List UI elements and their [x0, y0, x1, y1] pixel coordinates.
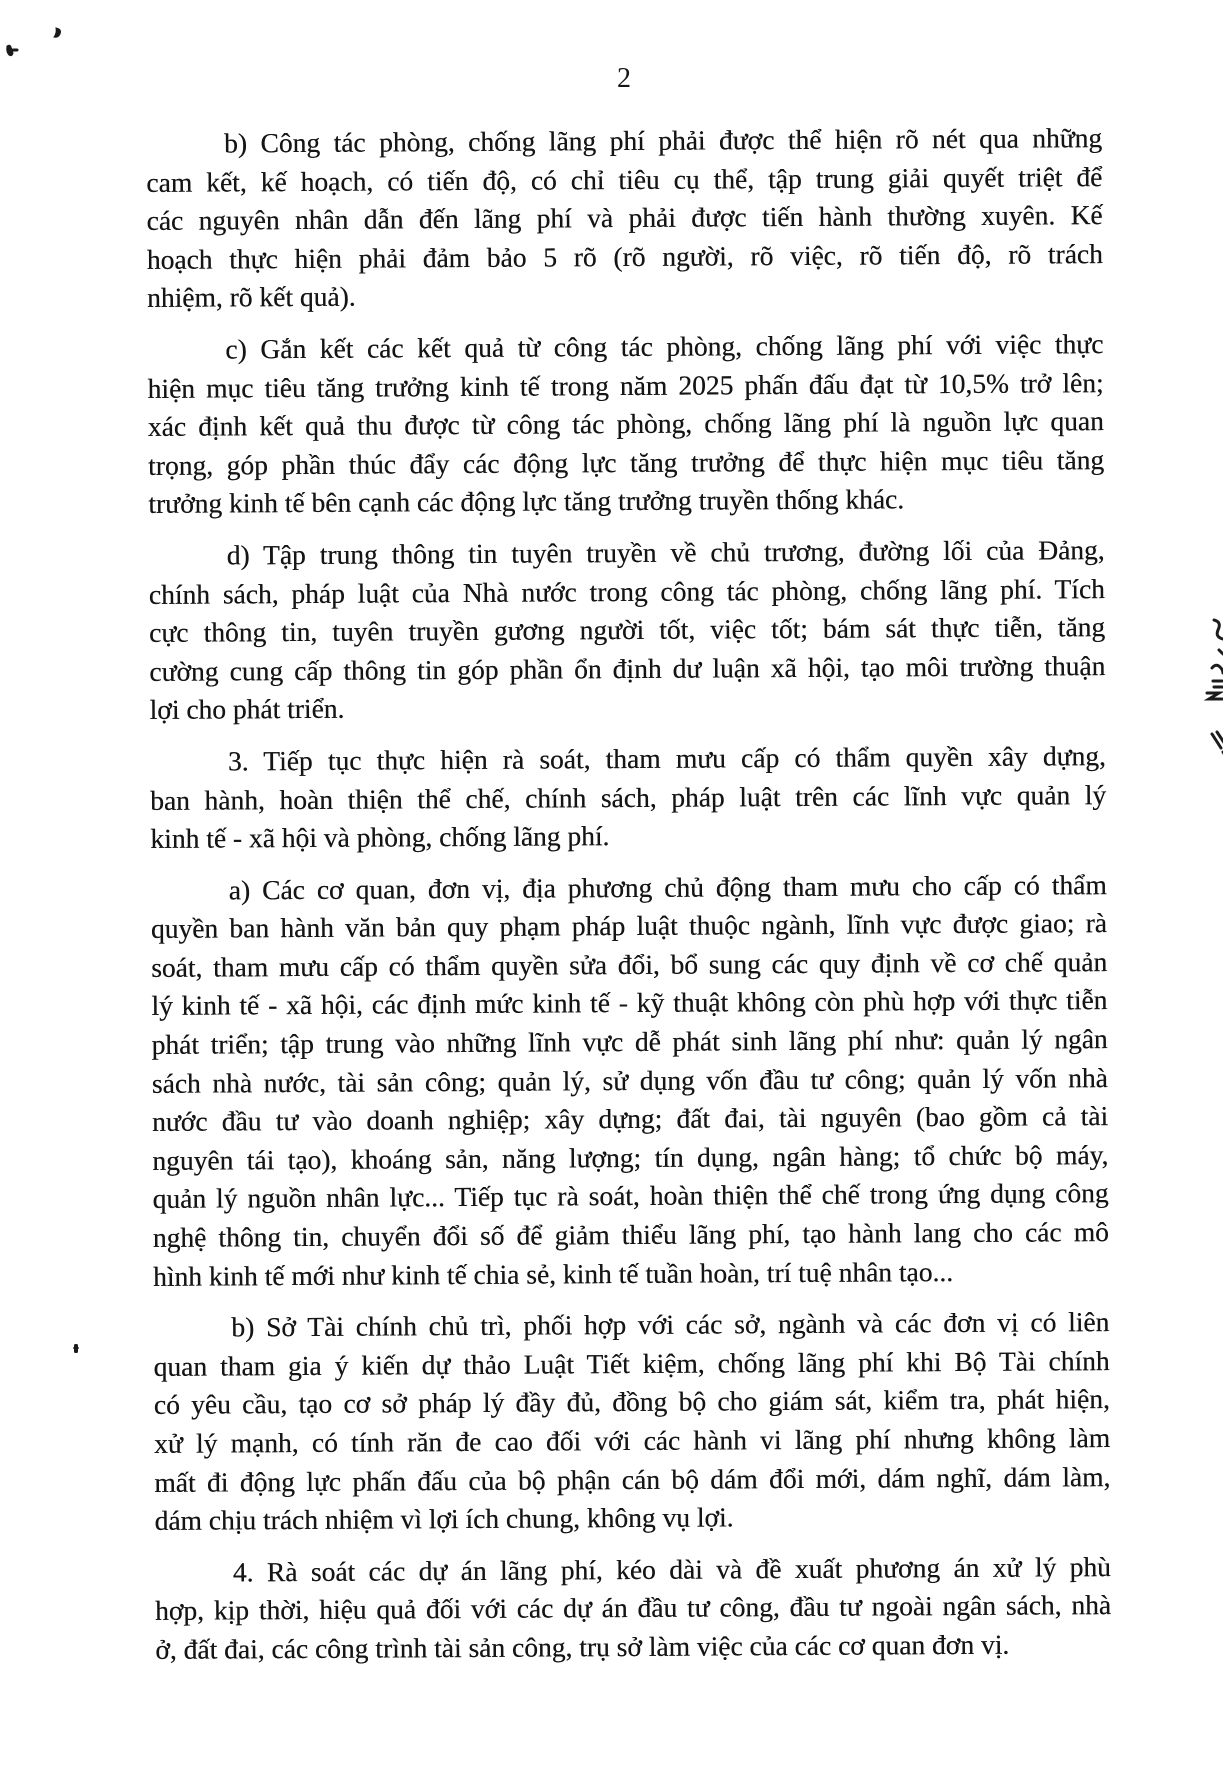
text-line: phát triển; tập trung vào những lĩnh vực dễ phát sinh lãng phí như: quản lý ngân — [151, 1023, 1108, 1060]
text-line: d) Tập trung thông tin tuyên truyền về chủ trương, đường lối của Đảng, — [226, 534, 1105, 571]
text-line: cam kết, kế hoạch, có tiến độ, có chỉ tiêu cụ thể, tập trung giải quyết triệt để — [146, 160, 1103, 198]
paragraph-a — [151, 866, 1110, 1296]
text-line: cực thông tin, tuyên truyền gương người tốt, việc tốt; bám sát thực tiễn, tăng — [149, 611, 1106, 649]
text-line: c) Gắn kết các kết quả từ công tác phòng, chống lãng phí với việc thực — [225, 328, 1104, 365]
text-line: soát, tham mưu cấp có thẩm quyền sửa đổi, bổ sung các quy định về cơ chế quản — [151, 945, 1108, 983]
text-line: ban hành, hoàn thiện thể chế, chính sách, pháp luật trên các lĩnh vực quản lý — [150, 778, 1107, 816]
paragraph-c — [147, 325, 1104, 524]
text-line: trọng, góp phần thúc đẩy các động lực tăng trưởng để thực hiện mục tiêu tăng — [147, 443, 1105, 481]
text-line: trưởng kinh tế bên cạnh các động lực tăng trưởng truyền thống khác. — [148, 483, 905, 520]
text-line: b) Công tác phòng, chống lãng phí phải được thể hiện rõ nét qua những — [224, 122, 1103, 159]
text-line: a) Các cơ quan, đơn vị, địa phương chủ động tham mưu cho cấp có thẩm — [228, 868, 1107, 906]
text-line: hợp, kịp thời, hiệu quả đối với các dự án đầu tư công, đầu tư ngoài ngân sách, nhà — [154, 1589, 1112, 1627]
text-line: hiện mục tiêu tăng trưởng kinh tế trong năm 2025 phấn đấu đạt từ 10,5% trở lên; — [147, 366, 1104, 404]
paragraph-b — [146, 119, 1103, 318]
text-line: kinh tế - xã hội và phòng, chống lãng phí. — [150, 820, 610, 855]
text-line: cường cung cấp thông tin góp phần ổn định dư luận xã hội, tạo môi trường thuận — [149, 649, 1106, 687]
page-number: 2 — [617, 63, 631, 94]
text-line: quyền ban hành văn bản quy phạm pháp luật thuộc ngành, lĩnh vực được giao; rà — [150, 907, 1107, 945]
text-line: các nguyên nhân dẫn đến lãng phí và phải được tiến hành thường xuyên. Kế — [146, 199, 1103, 237]
text-line: mất đi động lực phấn đấu của bộ phận cán bộ dám đổi mới, dám nghĩ, dám làm, — [154, 1460, 1111, 1498]
text-line: 3. Tiếp tục thực hiện rà soát, tham mưu cấp có thẩm quyền xây dựng, — [227, 739, 1106, 777]
text-line: quan tham gia ý kiến dự thảo Luật Tiết kiệm, chống lãng phí khi Bộ Tài chính — [153, 1344, 1110, 1382]
text-line: nghệ thông tin, chuyển đổi số để giảm thiểu lãng phí, tạo hành lang cho các mô — [152, 1216, 1109, 1253]
paragraph-4 — [155, 1548, 1112, 1670]
text-line: nhiệm, rõ kết quả). — [146, 281, 356, 314]
text-line: lý kinh tế - xã hội, các định mức kinh tế - kỹ thuật không còn phù hợp với thực tiễn — [151, 984, 1108, 1022]
text-line: dám chịu trách nhiệm vì lợi ích chung, không vụ lợi. — [154, 1501, 734, 1537]
text-line: b) Sở Tài chính chủ trì, phối hợp với các sở, ngành và các đơn vị có liên — [231, 1306, 1110, 1343]
text-line: lợi cho phát triển. — [149, 693, 345, 726]
text-line: quản lý nguồn nhân lực... Tiếp tục rà soát, hoàn thiện thể chế trong ứng dụng công — [152, 1177, 1109, 1215]
paragraph-d — [149, 531, 1106, 730]
text-line: xác định kết quả thu được từ công tác phòng, chống lãng phí là nguồn lực quan — [147, 405, 1104, 443]
paragraph-3 — [150, 737, 1107, 859]
text-line: hoạch thực hiện phải đảm bảo 5 rõ (rõ người, rõ việc, rõ tiến độ, rõ trách — [146, 237, 1103, 275]
text-line: chính sách, pháp luật của Nhà nước trong công tác phòng, chống lãng phí. Tích — [148, 572, 1105, 610]
top-left-speck-icon — [7, 28, 61, 56]
paragraph-b2 — [153, 1303, 1110, 1540]
text-line: nước đầu tư vào doanh nghiệp; xây dựng; đất đai, tài nguyên (bao gồm cả tài — [152, 1100, 1109, 1138]
text-line: ở, đất đai, các công trình tài sản công, trụ sở làm việc của các cơ quan đơn vị. — [155, 1628, 1010, 1665]
text-line: có yêu cầu, tạo cơ sở pháp lý đầy đủ, đồng bộ cho giám sát, kiểm tra, phát hiện, — [153, 1383, 1110, 1421]
left-margin-speck-icon — [73, 1344, 79, 1353]
text-line: xử lý mạnh, có tính răn đe cao đối với các hành vi lãng phí nhưng không làm — [153, 1422, 1111, 1459]
text-line: 4. Rà soát các dự án lãng phí, kéo dài và đề xuất phương án xử lý phù — [232, 1550, 1111, 1588]
document-body — [146, 119, 1111, 1669]
text-line: nguyên tái tạo), khoáng sản, năng lượng; tín dụng, ngân hàng; tổ chức bộ máy, — [152, 1138, 1109, 1176]
text-line: sách nhà nước, tài sản công; quản lý, sử dụng vốn đầu tư công; quản lý vốn nhà — [151, 1061, 1108, 1099]
text-line: hình kinh tế mới như kinh tế chia sẻ, kinh tế tuần hoàn, trí tuệ nhân tạo... — [152, 1255, 954, 1292]
handwriting-edge-marks-icon — [1207, 620, 1223, 757]
